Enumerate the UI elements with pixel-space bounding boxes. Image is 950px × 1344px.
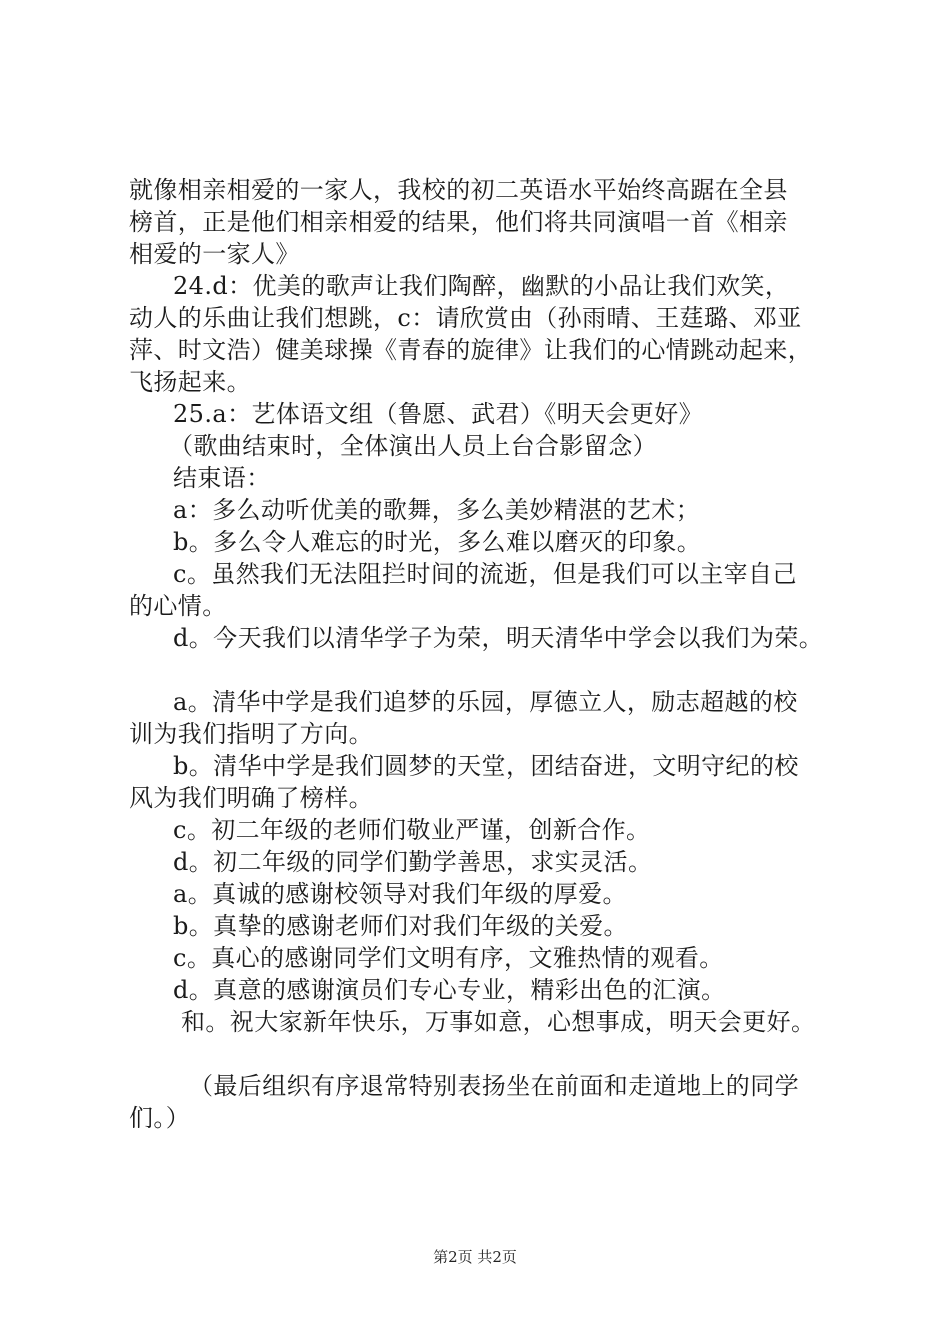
document-body bbox=[129, 174, 844, 1134]
blank-line bbox=[129, 654, 844, 686]
blank-line bbox=[129, 1038, 844, 1070]
text-line: b。多么令人难忘的时光，多么难以磨灭的印象。 bbox=[173, 528, 702, 556]
page-number-footer: 第2页 共2页 bbox=[433, 1248, 517, 1266]
text-line: 和。祝大家新年快乐，万事如意，心想事成，明天会更好。 bbox=[181, 1008, 816, 1036]
text-line: 的心情。 bbox=[129, 592, 227, 620]
text-line: （歌曲结束时，全体演出人员上台合影留念） bbox=[169, 432, 657, 460]
closing-heading: 结束语： bbox=[173, 464, 271, 492]
text-line: a。清华中学是我们追梦的乐园，厚德立人，励志超越的校 bbox=[173, 688, 798, 716]
text-line: 24.d：优美的歌声让我们陶醉，幽默的小品让我们欢笑， bbox=[173, 272, 790, 300]
text-line: 们。） bbox=[129, 1104, 191, 1132]
text-line: 萍、时文浩）健美球操《青春的旋律》让我们的心情跳动起来， bbox=[129, 336, 813, 364]
text-line: d。真意的感谢演员们专心专业，精彩出色的汇演。 bbox=[173, 976, 726, 1004]
text-line: 训为我们指明了方向。 bbox=[129, 720, 373, 748]
text-line: b。清华中学是我们圆梦的天堂，团结奋进，文明守纪的校 bbox=[173, 752, 799, 780]
text-line: d。初二年级的同学们勤学善思，求实灵活。 bbox=[173, 848, 653, 876]
text-line: 飞扬起来。 bbox=[129, 368, 251, 396]
text-line: a。真诚的感谢校领导对我们年级的厚爱。 bbox=[173, 880, 627, 908]
text-line: c。初二年级的老师们敬业严谨，创新合作。 bbox=[173, 816, 651, 844]
text-line: 25.a：艺体语文组（鲁愿、武君）《明天会更好》 bbox=[173, 400, 704, 428]
text-line: 相爱的一家人》 bbox=[129, 240, 300, 268]
text-line: （最后组织有序退常特别表扬坐在前面和走道地上的同学 bbox=[189, 1072, 799, 1100]
text-line: c。虽然我们无法阻拦时间的流逝，但是我们可以主宰自己 bbox=[173, 560, 797, 588]
text-line: d。今天我们以清华学子为荣，明天清华中学会以我们为荣。 bbox=[173, 624, 824, 652]
text-line: b。真挚的感谢老师们对我们年级的关爱。 bbox=[173, 912, 628, 940]
text-line: c。真心的感谢同学们文明有序，文雅热情的观看。 bbox=[173, 944, 724, 972]
text-line: 动人的乐曲让我们想跳，c：请欣赏由（孙雨晴、王莛璐、邓亚 bbox=[129, 304, 802, 332]
text-line: 风为我们明确了榜样。 bbox=[129, 784, 373, 812]
text-line: a：多么动听优美的歌舞，多么美妙精湛的艺术； bbox=[173, 496, 701, 524]
text-line: 就像相亲相爱的一家人，我校的初二英语水平始终高踞在全县 bbox=[129, 176, 788, 204]
text-line: 榜首，正是他们相亲相爱的结果，他们将共同演唱一首《相亲 bbox=[129, 208, 788, 236]
